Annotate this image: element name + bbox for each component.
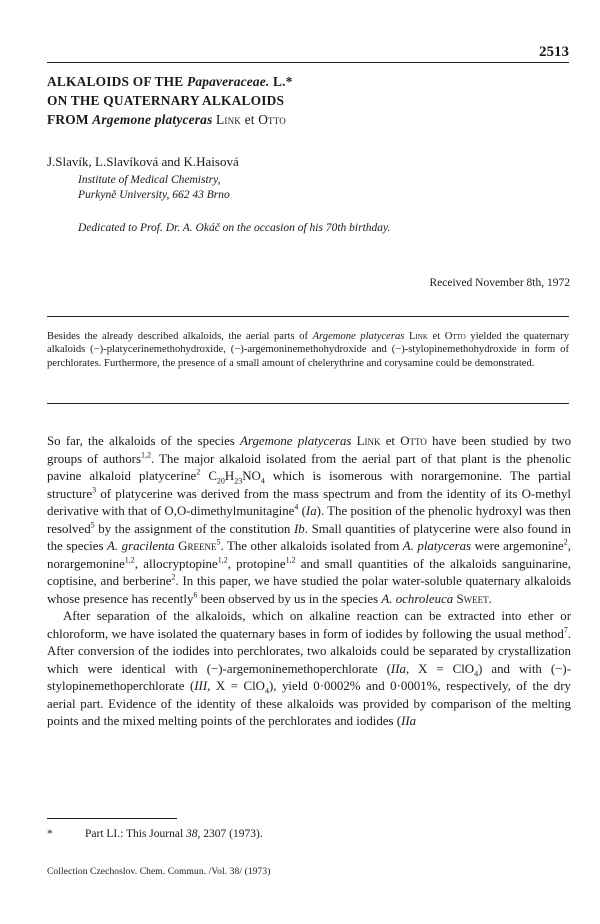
small-caps-run: Sweet [453,591,489,606]
italic-run: III [194,679,208,693]
italic-run: IIa [401,714,417,728]
reference-superscript: 5 [90,520,95,530]
text-run: have been studied by two groups of authors [47,434,572,466]
title-author-sc: Link [212,112,242,127]
page-number: 2513 [539,44,569,60]
reference-superscript: 2 [563,537,568,547]
italic-run: Ia [305,504,317,518]
institution [78,173,230,203]
body-paragraph-2 [47,608,571,731]
institution-line-1: Institute of Medical Chemistry, [78,174,221,186]
subscript: 4 [474,669,479,679]
abstract-author-sc: Link [404,331,428,342]
text-run: . In this paper, we have studied the polar water-soluble quaternary alkaloids whose presence has recently [47,574,571,606]
reference-superscript: 7 [563,625,568,635]
text-run: . Small quantities of platycerine were also found in the species [47,521,571,553]
text-run: , X = ClO [405,661,475,676]
text-run: . [488,591,492,606]
body-text [47,433,571,731]
text-run: . The other alkaloids isolated from [220,539,403,553]
small-caps-run: Greene [174,539,217,553]
authors: J.Slavík, L.Slavíková and K.Haisová [47,154,239,169]
abstract-text: et [427,331,445,342]
italic-run: A. ochroleuca [381,591,454,606]
text-run: ). The position of the phenolic hydroxyl was then resolved [47,504,572,536]
text-run: , norargemonine [47,539,572,571]
reference-superscript: 1,2 [124,555,135,565]
subscript: 4 [260,476,265,486]
italic-run: Argemone platyceras [240,434,352,448]
title-italic: Argemone platyceras [92,112,213,127]
footnote-text: , 2307 (1973). [197,828,263,840]
text-run: ) and with (−)-stylopinemethoperchlorate ( [47,661,571,693]
title-line-2: ON THE QUATERNARY ALKALOIDS [47,93,285,108]
footnote-volume: 38 [186,828,198,840]
text-run: of platycerine was derived from the mass spectrum and from the identity of its O-methyl derivative with that of O,O-dimethylmunitagine [47,486,571,518]
text-run: So far, the alkaloids of the species [47,434,241,448]
italic-run: A. platyceras [402,539,472,553]
title-line-3 [47,110,293,129]
abstract-text: yielded the quaternary alkaloids (−)-platycerinemethohydroxide, (−)-argemoninemethohydroxide and (−)-stylopinemethohydroxide in form of perchlorates. Furthermore, the presence of a small amount of chelerythrine and corysamine could be demonstrated. [47,331,569,369]
italic-run: IIa [390,661,406,676]
title-text: FROM [47,112,93,127]
reference-superscript: 5 [216,537,221,547]
dedication: Dedicated to Prof. Dr. A. Okáč on the occasion of his 70th birthday. [78,222,391,234]
institution-line-2: Purkyně University, 662 43 Brno [78,189,230,201]
italic-run: A. gracilenta [107,539,175,553]
footnote-rule [47,818,177,819]
top-rule [47,62,569,63]
text-run: H [224,469,235,483]
text-run: C [200,469,217,483]
footnote [47,828,263,840]
text-run: After separation of the alkaloids, which on alkaline reaction can be extracted into ether or chloroform, we have isolated the quaternary bases in form of iodides by following the usual method [47,609,571,641]
title-text: ALKALOIDS OF THE [47,74,187,89]
abstract-author-sc: Otto [444,331,466,342]
text-run: , protopine [227,556,286,571]
text-run: and small quantities of the alkaloids sanguinarine, coptisine, and berberine [47,556,571,588]
title-et: et [241,112,259,127]
text-run: by the assignment of the constitution [94,521,294,536]
text-run: ( [298,504,306,518]
italic-run: Ib [293,521,305,536]
reference-superscript: 1,2 [285,555,296,565]
text-run: . The major alkaloid isolated from the aerial part of that plant is the phenolic pavine alkaloid platycerine [47,451,571,483]
text-run: , allocryptopine [134,556,218,571]
small-caps-run: Link [351,434,381,448]
reference-superscript: 4 [294,502,299,512]
reference-superscript: 1,2 [217,555,228,565]
reference-superscript: 3 [92,485,97,495]
small-caps-run: Otto [400,434,427,448]
body-paragraph-1 [47,433,571,608]
text-run: were argemonine [471,539,564,553]
text-run: , X = ClO [207,679,265,693]
abstract-bottom-rule [47,403,569,404]
subscript: 23 [234,476,243,486]
abstract [47,330,569,370]
footnote-mark: * [47,828,53,840]
title-line-1 [47,72,293,91]
text-run: which is isomerous with norargemonine. The partial structure [47,469,571,501]
reference-superscript: 6 [193,590,198,600]
abstract-top-rule [47,316,569,317]
title-part-mark: L.* [269,74,293,89]
article-title [47,72,293,129]
text-run: NO [242,469,261,483]
text-run: . After conversion of the iodides into perchlorates, two alkaloids could be separated by crystallization which were identical with (−)-argemoninemethoperchlorate ( [47,626,571,676]
reference-superscript: 2 [196,467,201,477]
text-run: been observed by us in the species [197,591,382,606]
footnote-text: Part LI.: This Journal [85,828,187,840]
journal-citation: Collection Czechoslov. Chem. Commun. /Vol. 38/ (1973) [47,867,271,877]
abstract-species: Argemone platyceras [312,331,405,342]
reference-superscript: 2 [171,572,176,582]
subscript: 20 [216,476,225,486]
subscript: 4 [264,686,269,696]
received-date: Received November 8th, 1972 [429,277,570,289]
title-author-sc: Otto [258,112,286,127]
title-italic: Papaveraceae. [186,74,270,89]
reference-superscript: 1,2 [140,450,151,460]
abstract-text: Besides the already described alkaloids, the aerial parts of [47,331,313,342]
text-run: ), yield 0·0002% and 0·0001%, respectively, of the dry aerial part. Evidence of the identity of these alkaloids was provided by comparison of the melting points and the mixed melting points of the perchlorates and iodides ( [47,679,571,728]
text-run: et [380,434,401,448]
